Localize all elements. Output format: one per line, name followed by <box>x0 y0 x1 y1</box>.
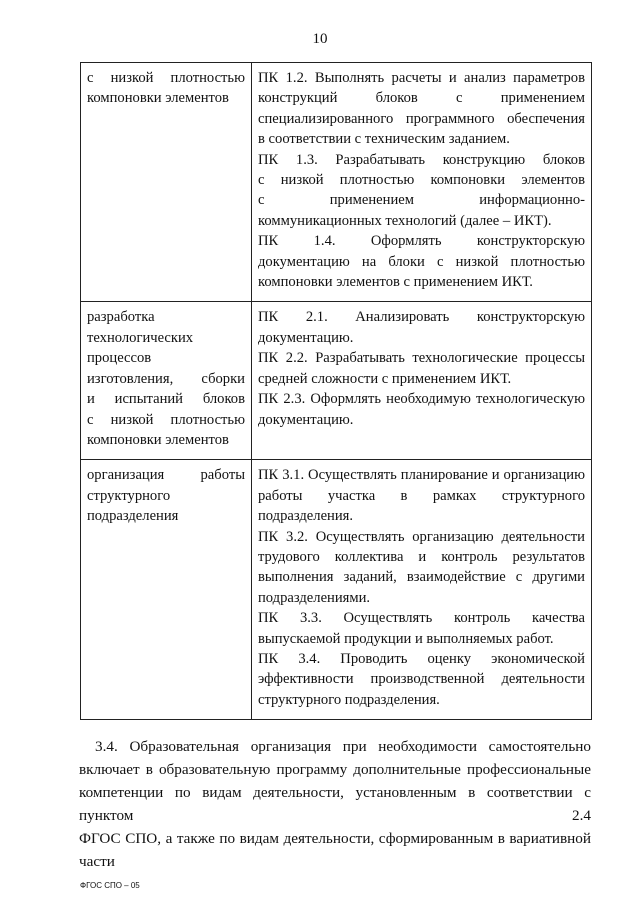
competency-line: с применением информационно- <box>258 192 585 209</box>
competency-line: подразделениями. <box>258 589 371 606</box>
competency-line: ПК 3.2. Осуществлять организацию деятельности <box>258 528 585 545</box>
competency-line: в соответствии с техническим заданием. <box>258 131 510 148</box>
competencies-cell <box>252 63 592 302</box>
competency-line: ПК 2.1. Анализировать конструкторскую <box>258 309 585 326</box>
table-row <box>81 302 592 460</box>
competency-item <box>258 465 585 526</box>
activity-line: организация работы <box>87 467 245 484</box>
competency-line: ПК 3.1. Осуществлять планирование и организацию <box>258 467 585 484</box>
competency-line: выполнения заданий, взаимодействие с другими <box>258 569 585 586</box>
competency-line: ПК 1.3. Разрабатывать конструкцию блоков <box>258 151 585 168</box>
competency-item <box>258 608 585 649</box>
competency-line: ПК 3.4. Проводить оценку экономической <box>258 650 585 667</box>
activity-line: с низкой плотностью <box>87 70 245 86</box>
competency-line: ПК 3.3. Осуществлять контроль качества <box>258 610 585 627</box>
activity-line: с низкой плотностью <box>87 411 245 428</box>
competency-line: ПК 1.2. Выполнять расчеты и анализ параметров <box>258 70 585 86</box>
competencies-cell <box>252 302 592 460</box>
competency-line: с низкой плотностью компоновки элементов <box>258 172 585 189</box>
footer-code: ФГОС СПО – 05 <box>80 881 140 890</box>
competency-line: документацию. <box>258 411 354 428</box>
table-row <box>81 460 592 720</box>
competency-line: средней сложности с применением ИКТ. <box>258 370 512 387</box>
activity-line: изготовления, сборки <box>87 370 245 387</box>
competency-item <box>258 307 585 348</box>
table-row <box>81 63 592 302</box>
competency-line: специализированного программного обеспечения <box>258 110 585 127</box>
competency-item <box>258 649 585 710</box>
competency-item <box>258 527 585 609</box>
competency-line: ПК 2.2. Разрабатывать технологические процессы <box>258 350 585 367</box>
activity-line: разработка <box>87 309 155 326</box>
competency-line: компоновки элементов с применением ИКТ. <box>258 274 533 291</box>
competency-item <box>258 389 585 430</box>
competency-item <box>258 150 585 232</box>
competency-line: документацию. <box>258 329 354 346</box>
competency-item <box>258 348 585 389</box>
competencies-table-body <box>81 63 592 720</box>
activity-line: технологических <box>87 329 194 346</box>
activity-line: подразделения <box>87 508 179 525</box>
competency-item <box>258 231 585 292</box>
competency-line: документацию на блоки с низкой плотностью <box>258 253 585 270</box>
competency-line: выпускаемой продукции и выполняемых работ. <box>258 630 554 647</box>
activity-cell <box>81 302 252 460</box>
competency-line: подразделения. <box>258 508 354 525</box>
activity-line: компоновки элементов <box>87 431 229 448</box>
activity-cell <box>81 460 252 720</box>
competency-line: эффективности производственной деятельности <box>258 671 585 688</box>
competency-line: структурного подразделения. <box>258 691 440 708</box>
body-paragraph <box>79 735 591 873</box>
paragraph-line: ФГОС СПО, а также по видам деятельности, сформированным в вариативной части <box>79 830 591 870</box>
activity-line: компоновки элементов <box>87 90 229 107</box>
competencies-table <box>80 62 592 720</box>
paragraph-line: компетенции по видам деятельности, установленным в соответствии с пунктом 2.4 <box>79 784 591 824</box>
competency-line: коммуникационных технологий (далее – ИКТ). <box>258 212 552 229</box>
activity-line: процессов <box>87 350 152 367</box>
competency-line: ПК 2.3. Оформлять необходимую технологическую <box>258 391 585 408</box>
competency-line: трудового коллектива и контроль результатов <box>258 548 585 565</box>
paragraph-line: 3.4. Образовательная организация при необходимости самостоятельно <box>95 738 591 755</box>
activity-line: структурного <box>87 487 171 504</box>
paragraph-line: включает в образовательную программу дополнительные профессиональные <box>79 761 591 778</box>
competency-line: работы участка в рамках структурного <box>258 487 585 504</box>
competencies-cell <box>252 460 592 720</box>
competency-line: конструкций блоков с применением <box>258 90 585 107</box>
activity-line: и испытаний блоков <box>87 391 245 408</box>
competency-item <box>258 68 585 150</box>
competency-line: ПК 1.4. Оформлять конструкторскую <box>258 233 585 250</box>
page-number: 10 <box>312 31 328 47</box>
activity-cell <box>81 63 252 302</box>
